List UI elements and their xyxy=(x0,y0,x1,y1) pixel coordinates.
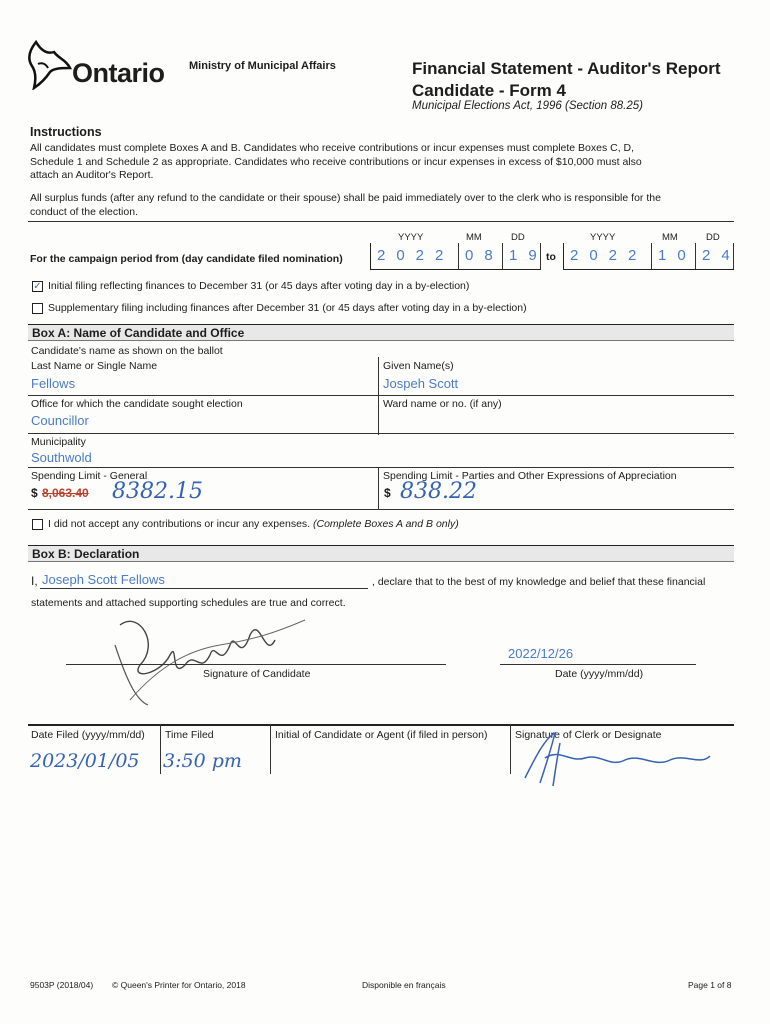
date-filed-label: Date Filed (yyyy/mm/dd) xyxy=(31,729,145,741)
instructions-paragraph-1 xyxy=(30,142,710,183)
spending-limit-general-label: Spending Limit - General xyxy=(31,470,148,482)
copyright: © Queen's Printer for Ontario, 2018 xyxy=(112,980,246,990)
candidate-name-caption: Candidate's name as shown on the ballot xyxy=(31,345,223,357)
declaration-i: I, xyxy=(31,574,38,588)
form-title-line2: Candidate - Form 4 xyxy=(412,81,566,100)
signature-of-candidate-label: Signature of Candidate xyxy=(203,668,311,680)
to-month: 10 xyxy=(658,247,697,264)
instructions-line: All candidates must complete Boxes A and B. Candidates who receive contributions or incur expenses must complete Boxes C, D, xyxy=(30,142,635,154)
act-reference: Municipal Elections Act, 1996 (Section 88.25) xyxy=(412,100,643,112)
instructions-line: Schedule 1 and Schedule 2 as appropriate. Candidates who receive contributions or incur expenses in excess of $10,000 must also xyxy=(30,155,642,168)
candidate-signature xyxy=(100,605,330,710)
spending-limit-parties-handwritten[interactable]: 838.22 xyxy=(400,479,477,504)
ward-field[interactable] xyxy=(383,413,723,429)
no-contributions-note: (Complete Boxes A and B only) xyxy=(313,518,459,530)
dollar-sign: $ xyxy=(384,486,391,500)
spending-limit-general-struck: 8,063.40 xyxy=(42,486,89,500)
last-name-field[interactable]: Fellows xyxy=(31,376,76,391)
form-title-line1: Financial Statement - Auditor's Report xyxy=(412,59,721,78)
logo-text: Ontario xyxy=(72,58,165,88)
from-day: 19 xyxy=(509,247,548,264)
from-yyyy-header: YYYY xyxy=(398,232,424,243)
ward-label: Ward name or no. (if any) xyxy=(383,398,502,410)
declaration-text: , declare that to the best of my knowledge and belief that these financial xyxy=(372,576,706,588)
instructions-paragraph-2 xyxy=(30,192,710,219)
supplementary-filing-checkbox[interactable] xyxy=(32,303,43,314)
municipality-field[interactable]: Southwold xyxy=(31,450,92,465)
instructions-line: All surplus funds (after any refund to the candidate or their spouse) shall be paid immediately over to the clerk who is responsible for the xyxy=(30,192,661,204)
form-title xyxy=(412,58,721,102)
page-number: Page 1 of 8 xyxy=(688,980,732,990)
campaign-period-label: For the campaign period from (day candidate filed nomination) xyxy=(30,253,343,265)
ministry-name: Ministry of Municipal Affairs xyxy=(189,60,336,72)
office-label: Office for which the candidate sought election xyxy=(31,398,243,410)
instructions-heading: Instructions xyxy=(30,125,102,139)
from-date-field[interactable] xyxy=(370,243,548,270)
municipality-label: Municipality xyxy=(31,436,86,448)
to-yyyy-header: YYYY xyxy=(590,232,616,243)
no-contributions-checkbox[interactable] xyxy=(32,519,43,530)
to-year: 2022 xyxy=(570,247,648,264)
form-number: 9503P (2018/04) xyxy=(30,980,94,990)
time-filed-label: Time Filed xyxy=(165,729,214,741)
initial-filing-checkbox[interactable]: ✓ xyxy=(33,281,42,292)
date-filed-value[interactable]: 2023/01/05 xyxy=(30,750,140,772)
date-format-label: Date (yyyy/mm/dd) xyxy=(555,668,644,680)
to-day: 24 xyxy=(702,247,741,264)
to-dd-header: DD xyxy=(706,232,720,243)
ontario-trillium-logo xyxy=(24,38,74,90)
declaration-text-2: statements and attached supporting schedules are true and correct. xyxy=(31,597,346,609)
from-mm-header: MM xyxy=(466,232,482,243)
office-field[interactable]: Councillor xyxy=(31,413,89,428)
supplementary-filing-label: Supplementary filing including finances after December 31 (or 45 days after voting day in a by-election) xyxy=(48,302,527,314)
from-year: 2022 xyxy=(377,247,455,264)
instructions-line: conduct of the election. xyxy=(30,205,138,218)
clerk-signature xyxy=(515,728,715,788)
no-contributions-label: I did not accept any contributions or incur any expenses. xyxy=(48,518,311,530)
to-mm-header: MM xyxy=(662,232,678,243)
dollar-sign: $ xyxy=(31,486,38,500)
from-dd-header: DD xyxy=(511,232,525,243)
given-names-field[interactable]: Jospeh Scott xyxy=(383,376,459,391)
spending-limit-parties-label: Spending Limit - Parties and Other Expressions of Appreciation xyxy=(383,470,677,482)
given-names-label: Given Name(s) xyxy=(383,360,454,372)
spending-limit-general-handwritten[interactable]: 8382.15 xyxy=(112,479,203,504)
initial-filing-label: Initial filing reflecting finances to December 31 (or 45 days after voting day in a by-election) xyxy=(48,280,470,292)
instructions-line: attach an Auditor's Report. xyxy=(30,169,154,181)
box-a-heading: Box A: Name of Candidate and Office xyxy=(28,324,734,341)
from-month: 08 xyxy=(465,247,504,264)
box-b-heading: Box B: Declaration xyxy=(28,545,734,562)
time-filed-value[interactable]: 3:50 pm xyxy=(163,750,242,772)
no-contributions-text xyxy=(48,518,459,530)
period-to-label: to xyxy=(546,251,556,263)
declarant-name-field[interactable]: Joseph Scott Fellows xyxy=(42,572,165,587)
declaration-date-field[interactable]: 2022/12/26 xyxy=(508,646,574,661)
to-date-field[interactable] xyxy=(563,243,741,270)
clerk-signature-label: Signature of Clerk or Designate xyxy=(515,729,662,741)
french-available-link[interactable]: Disponible en français xyxy=(362,980,446,990)
initial-of-candidate-label: Initial of Candidate or Agent (if filed in person) xyxy=(275,729,488,741)
last-name-label: Last Name or Single Name xyxy=(31,360,158,372)
